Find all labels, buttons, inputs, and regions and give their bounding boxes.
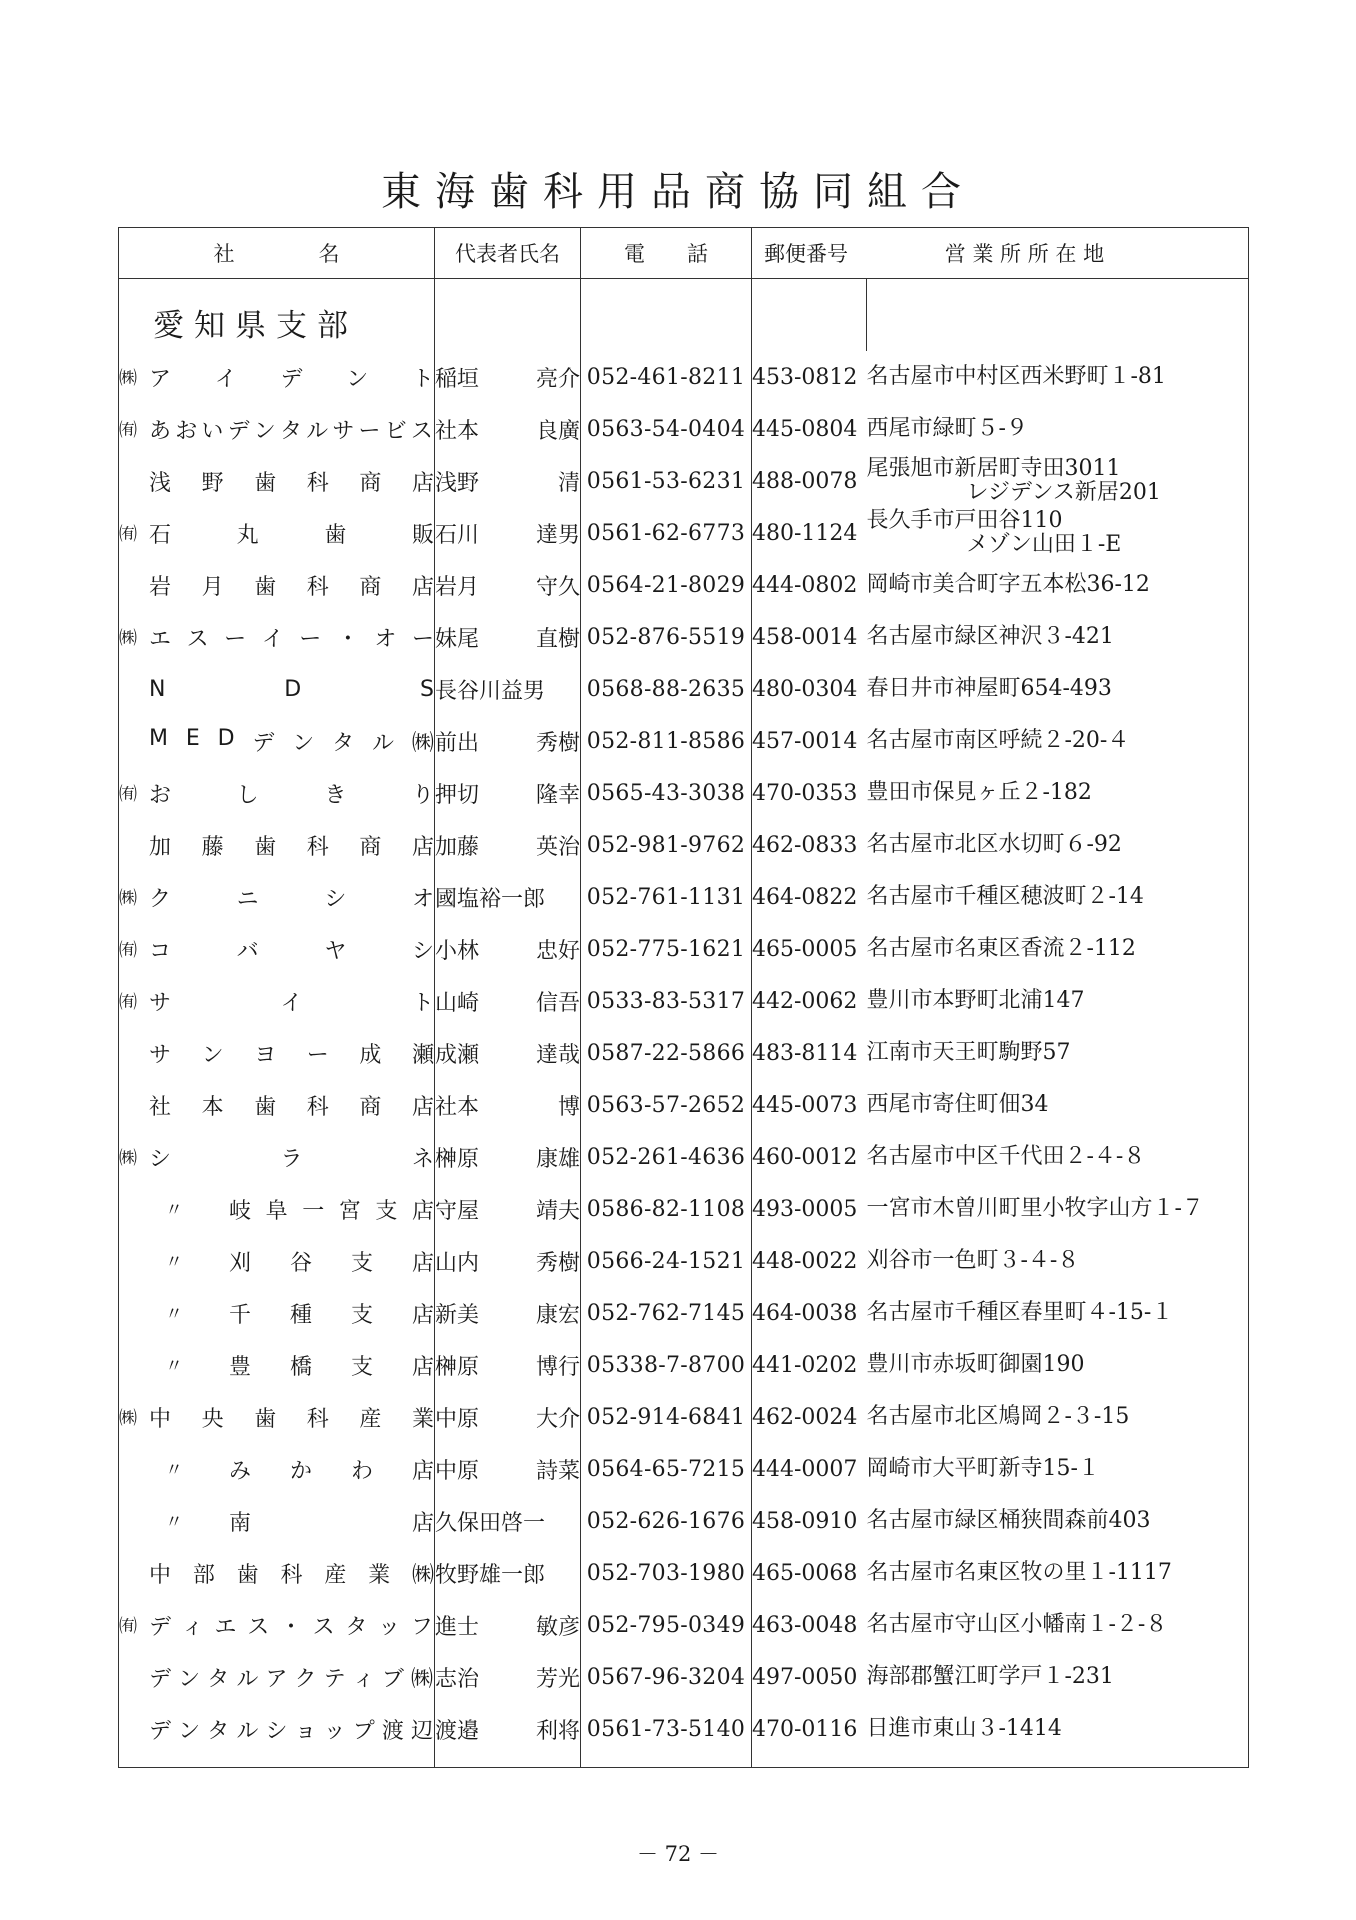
ditto-mark: 〃 [165,1512,183,1533]
postal-code: 458-0014 [752,611,867,663]
address-line: 刈谷市一色町３-４-８ [866,1248,1080,1273]
postal-code: 463-0048 [752,1599,867,1651]
company-name: み か わ 店 [229,1458,434,1484]
postal-code: 460-0012 [752,1131,867,1183]
representative-cell [435,507,581,559]
postal-code: 497-0050 [752,1651,867,1703]
representative-name: 浅野 清 [435,470,580,496]
address-cell [867,767,1249,819]
representative-cell [435,1703,581,1755]
address-line: 豊川市赤坂町御園190 [866,1352,1085,1377]
phone-number: 052-876-5519 [581,611,752,663]
address-line: 江南市天王町駒野57 [866,1040,1071,1065]
company-prefix: ㈲ [119,784,137,805]
address-line: 尾張旭市新居町寺田3011 [866,456,1121,481]
representative-cell [435,559,581,611]
address-cell [867,923,1249,975]
representative-name: 石川 達男 [435,522,580,548]
representative-name: 岩月 守久 [435,574,580,600]
company-name: 加 藤 歯 科 商 店 [149,834,434,860]
representative-cell [435,923,581,975]
branch-row [119,289,1249,351]
postal-code: 458-0910 [752,1495,867,1547]
representative-cell [435,455,581,507]
address-line: 海部郡蟹江町学戸１-231 [866,1664,1114,1689]
address-line: 岡崎市美合町字五本松36-12 [866,572,1150,597]
postal-code: 445-0073 [752,1079,867,1131]
company-name: 中 部 歯 科 産 業 ㈱ [149,1562,434,1588]
company-prefix: ㈱ [119,628,137,649]
company-name: あ お い デ ン タ ル サ ー ビ ス [149,418,434,444]
postal-code: 465-0068 [752,1547,867,1599]
phone-number: 0566-24-1521 [581,1235,752,1287]
header-company: 社 名 [119,228,435,279]
address-line: 名古屋市北区水切町６-92 [866,832,1122,857]
representative-name: 山崎 信吾 [435,990,580,1016]
representative-name: 渡邉 利将 [435,1718,580,1744]
representative-name: 國塩裕一郎 [435,886,546,912]
phone-number: 052-626-1676 [581,1495,752,1547]
company-name: 浅 野 歯 科 商 店 [149,470,434,496]
postal-code: 445-0804 [752,403,867,455]
postal-code: 442-0062 [752,975,867,1027]
address-line: 西尾市緑町５-９ [866,416,1028,441]
address-cell [867,611,1249,663]
address-line: 名古屋市守山区小幡南１-２-８ [866,1612,1168,1637]
ditto-mark: 〃 [165,1356,183,1377]
address-cell [867,1079,1249,1131]
table-row [119,351,1249,403]
address-cell [867,663,1249,715]
company-cell [119,923,435,975]
table-row [119,1339,1249,1391]
representative-name: 妹尾 直樹 [435,626,580,652]
postal-code: 470-0116 [752,1703,867,1755]
phone-number: 052-981-9762 [581,819,752,871]
representative-name: 山内 秀樹 [435,1250,580,1276]
company-name: デ ィ エ ス ・ ス タ ッ フ [149,1614,434,1640]
representative-cell [435,975,581,1027]
table-row [119,611,1249,663]
phone-number: 0587-22-5866 [581,1027,752,1079]
header-zip-label: 郵便番号 [764,242,848,266]
table-row [119,1599,1249,1651]
phone-number: 0561-73-5140 [581,1703,752,1755]
table-row [119,455,1249,507]
address-line: 一宮市木曽川町里小牧字山方１-７ [866,1196,1204,1221]
company-name: 刈 谷 支 店 [229,1250,434,1276]
company-prefix: ㈱ [119,1148,137,1169]
address-cell [867,1235,1249,1287]
company-name: ア イ デ ン ト [149,366,434,392]
header-zip [752,228,1249,279]
phone-number: 052-261-4636 [581,1131,752,1183]
table-row [119,1547,1249,1599]
company-name: 社 本 歯 科 商 店 [149,1094,434,1120]
representative-cell [435,403,581,455]
company-name: 岩 月 歯 科 商 店 [149,574,434,600]
address-line: 名古屋市千種区春里町４-15-１ [866,1300,1174,1325]
address-line: 春日井市神屋町654-493 [866,676,1112,701]
company-cell [119,1339,435,1391]
representative-cell [435,663,581,715]
representative-cell [435,767,581,819]
representative-cell [435,1183,581,1235]
company-cell [119,1443,435,1495]
company-cell [119,767,435,819]
representative-name: 志治 芳光 [435,1666,580,1692]
representative-cell [435,1651,581,1703]
address-line: 豊川市本野町北浦147 [866,988,1085,1013]
address-line: 岡崎市大平町新寺15-１ [866,1456,1100,1481]
representative-cell [435,1443,581,1495]
postal-code: 493-0005 [752,1183,867,1235]
company-name: 南 店 [229,1510,434,1536]
address-cell [867,1183,1249,1235]
ditto-mark: 〃 [165,1304,183,1325]
representative-name: 押切 隆幸 [435,782,580,808]
company-cell [119,1651,435,1703]
company-name: ク ニ シ オ [149,886,434,912]
representative-name: 榊原 康雄 [435,1146,580,1172]
postal-code: 465-0005 [752,923,867,975]
address-cell [867,975,1249,1027]
representative-name: 中原 大介 [435,1406,580,1432]
representative-name: 進士 敏彦 [435,1614,580,1640]
header-addr-label: 営 業 所 所 在 地 [944,242,1105,266]
phone-number: 052-811-8586 [581,715,752,767]
address-cell [867,1599,1249,1651]
representative-name: 守屋 靖夫 [435,1198,580,1224]
table-row [119,767,1249,819]
postal-code: 480-1124 [752,507,867,559]
company-cell [119,1131,435,1183]
address-line: 名古屋市緑区桶狭間森前403 [866,1508,1151,1533]
address-cell [867,1391,1249,1443]
representative-cell [435,351,581,403]
address-cell [867,819,1249,871]
address-line: 長久手市戸田谷110 [866,508,1063,533]
company-cell [119,351,435,403]
address-line: 豊田市保見ヶ丘２-182 [866,780,1092,805]
table-row [119,1183,1249,1235]
phone-number: 052-461-8211 [581,351,752,403]
table-row [119,663,1249,715]
postal-code: 488-0078 [752,455,867,507]
phone-number: 052-914-6841 [581,1391,752,1443]
company-prefix: ㈲ [119,524,137,545]
company-cell [119,455,435,507]
phone-number: 0561-53-6231 [581,455,752,507]
table-row [119,1027,1249,1079]
postal-code: 464-0822 [752,871,867,923]
company-name: デ ン タ ル ア ク テ ィ ブ ㈱ [149,1666,434,1692]
address-line: 西尾市寄住町佃34 [866,1092,1049,1117]
company-cell [119,819,435,871]
address-cell [867,455,1249,507]
representative-name: 長谷川益男 [435,678,546,704]
company-prefix: ㈲ [119,420,137,441]
phone-number: 0565-43-3038 [581,767,752,819]
address-line-2: メゾン山田１-E [966,532,1122,557]
address-cell [867,507,1249,559]
postal-code: 441-0202 [752,1339,867,1391]
address-cell [867,351,1249,403]
representative-cell [435,1547,581,1599]
phone-number: 05338-7-8700 [581,1339,752,1391]
table-row [119,923,1249,975]
phone-number: 052-795-0349 [581,1599,752,1651]
address-cell [867,1703,1249,1755]
address-cell [867,1287,1249,1339]
ditto-mark: 〃 [165,1460,183,1481]
address-line: 名古屋市中村区西米野町１-81 [866,364,1166,389]
company-name: 千 種 支 店 [229,1302,434,1328]
address-line: 名古屋市名東区香流２-112 [866,936,1136,961]
phone-number: 0586-82-1108 [581,1183,752,1235]
postal-code: 453-0812 [752,351,867,403]
table-row [119,1443,1249,1495]
company-name: シ ラ ネ [149,1146,434,1172]
postal-code: 444-0007 [752,1443,867,1495]
postal-code: 464-0038 [752,1287,867,1339]
address-line: 名古屋市緑区神沢３-421 [866,624,1114,649]
company-name: デ ン タ ル シ ョ ッ プ 渡 辺 [149,1718,434,1744]
company-cell [119,1391,435,1443]
address-cell [867,1131,1249,1183]
address-cell [867,559,1249,611]
representative-name: 久保田啓一 [435,1510,546,1536]
company-name: 豊 橋 支 店 [229,1354,434,1380]
representative-name: 小林 忠好 [435,938,580,964]
ditto-mark: 〃 [165,1252,183,1273]
company-cell [119,1703,435,1755]
representative-name: 牧野雄一郎 [435,1562,546,1588]
company-cell [119,611,435,663]
table-row [119,1079,1249,1131]
address-cell [867,1443,1249,1495]
phone-number: 0533-83-5317 [581,975,752,1027]
phone-number: 0567-96-3204 [581,1651,752,1703]
company-cell [119,715,435,767]
company-name: コ バ ヤ シ [149,938,434,964]
table-row [119,1131,1249,1183]
postal-code: 448-0022 [752,1235,867,1287]
address-line: 名古屋市中区千代田２-４-８ [866,1144,1146,1169]
company-cell [119,1547,435,1599]
address-line: 名古屋市名東区牧の里１-1117 [866,1560,1172,1585]
address-line: 名古屋市南区呼続２-20-４ [866,728,1130,753]
postal-code: 462-0833 [752,819,867,871]
table-row [119,1391,1249,1443]
address-cell [867,1547,1249,1599]
table-header-row [119,228,1249,279]
company-name: N D S [149,676,434,702]
representative-name: 加藤 英治 [435,834,580,860]
representative-cell [435,819,581,871]
table-row [119,1703,1249,1755]
table-row [119,715,1249,767]
company-prefix: ㈲ [119,1616,137,1637]
company-cell [119,559,435,611]
representative-name: 稲垣 亮介 [435,366,580,392]
postal-code: 444-0802 [752,559,867,611]
company-name: 岐 阜 一 宮 支 店 [229,1198,434,1224]
company-cell [119,1599,435,1651]
table-row [119,559,1249,611]
address-cell [867,715,1249,767]
header-rep: 代表者氏名 [435,228,581,279]
representative-name: 社本 博 [435,1094,580,1120]
page-number: － 72 － [636,1842,720,1866]
postal-code: 470-0353 [752,767,867,819]
phone-number: 0564-65-7215 [581,1443,752,1495]
representative-name: 新美 康宏 [435,1302,580,1328]
company-cell [119,507,435,559]
postal-code: 483-8114 [752,1027,867,1079]
address-cell [867,871,1249,923]
branch-title: 愛知県支部 [153,308,358,344]
representative-cell [435,1079,581,1131]
phone-number: 0564-21-8029 [581,559,752,611]
address-cell [867,1651,1249,1703]
representative-name: 中原 詩菜 [435,1458,580,1484]
address-cell [867,1495,1249,1547]
table-row [119,1495,1249,1547]
table-row [119,819,1249,871]
address-line: 日進市東山３-1414 [866,1716,1062,1741]
representative-cell [435,715,581,767]
table-row [119,1287,1249,1339]
representative-name: 前出 秀樹 [435,730,580,756]
company-name: お し き り [149,782,434,808]
company-name: サ ン ヨ ー 成 瀬 [149,1042,434,1068]
company-prefix: ㈱ [119,368,137,389]
company-cell [119,1079,435,1131]
company-prefix: ㈱ [119,1408,137,1429]
company-name: M E D デ ン タ ル ㈱ [149,725,434,756]
company-name: エ ス ー イ ー ・ オ ー [149,626,434,652]
phone-number: 0563-54-0404 [581,403,752,455]
address-cell [867,1339,1249,1391]
company-cell [119,1287,435,1339]
address-cell [867,1027,1249,1079]
phone-number: 052-762-7145 [581,1287,752,1339]
table-row [119,507,1249,559]
representative-name: 榊原 博行 [435,1354,580,1380]
table-row [119,1651,1249,1703]
company-prefix: ㈱ [119,888,137,909]
representative-cell [435,1391,581,1443]
representative-cell [435,1027,581,1079]
representative-cell [435,1339,581,1391]
ditto-mark: 〃 [165,1200,183,1221]
address-cell [867,403,1249,455]
page-title: 東海歯科用品商協同組合 [381,169,975,215]
company-cell [119,1495,435,1547]
company-cell [119,975,435,1027]
table-row [119,403,1249,455]
table-row [119,975,1249,1027]
phone-number: 0563-57-2652 [581,1079,752,1131]
company-cell [119,1183,435,1235]
representative-cell [435,1131,581,1183]
company-prefix: ㈲ [119,940,137,961]
company-name: 石 丸 歯 販 [149,522,434,548]
representative-cell [435,871,581,923]
representative-name: 成瀬 達哉 [435,1042,580,1068]
representative-cell [435,1495,581,1547]
header-tel: 電 話 [581,228,752,279]
company-prefix: ㈲ [119,992,137,1013]
table-row [119,871,1249,923]
company-cell [119,1235,435,1287]
phone-number: 0561-62-6773 [581,507,752,559]
address-line-2: レジデンス新居201 [966,480,1161,505]
address-line: 名古屋市北区鳩岡２-３-15 [866,1404,1130,1429]
phone-number: 052-761-1131 [581,871,752,923]
company-name: サ イ ト [149,990,434,1016]
representative-cell [435,611,581,663]
table-row [119,1235,1249,1287]
company-name: 中 央 歯 科 産 業 [149,1406,434,1432]
phone-number: 052-703-1980 [581,1547,752,1599]
representative-cell [435,1599,581,1651]
phone-number: 052-775-1621 [581,923,752,975]
company-cell [119,403,435,455]
representative-cell [435,1287,581,1339]
address-line: 名古屋市千種区穂波町２-14 [866,884,1144,909]
postal-code: 462-0024 [752,1391,867,1443]
postal-code: 480-0304 [752,663,867,715]
representative-cell [435,1235,581,1287]
company-cell [119,871,435,923]
company-cell [119,1027,435,1079]
member-directory-table [118,227,1249,1768]
phone-number: 0568-88-2635 [581,663,752,715]
company-cell [119,663,435,715]
representative-name: 社本 良廣 [435,418,580,444]
postal-code: 457-0014 [752,715,867,767]
